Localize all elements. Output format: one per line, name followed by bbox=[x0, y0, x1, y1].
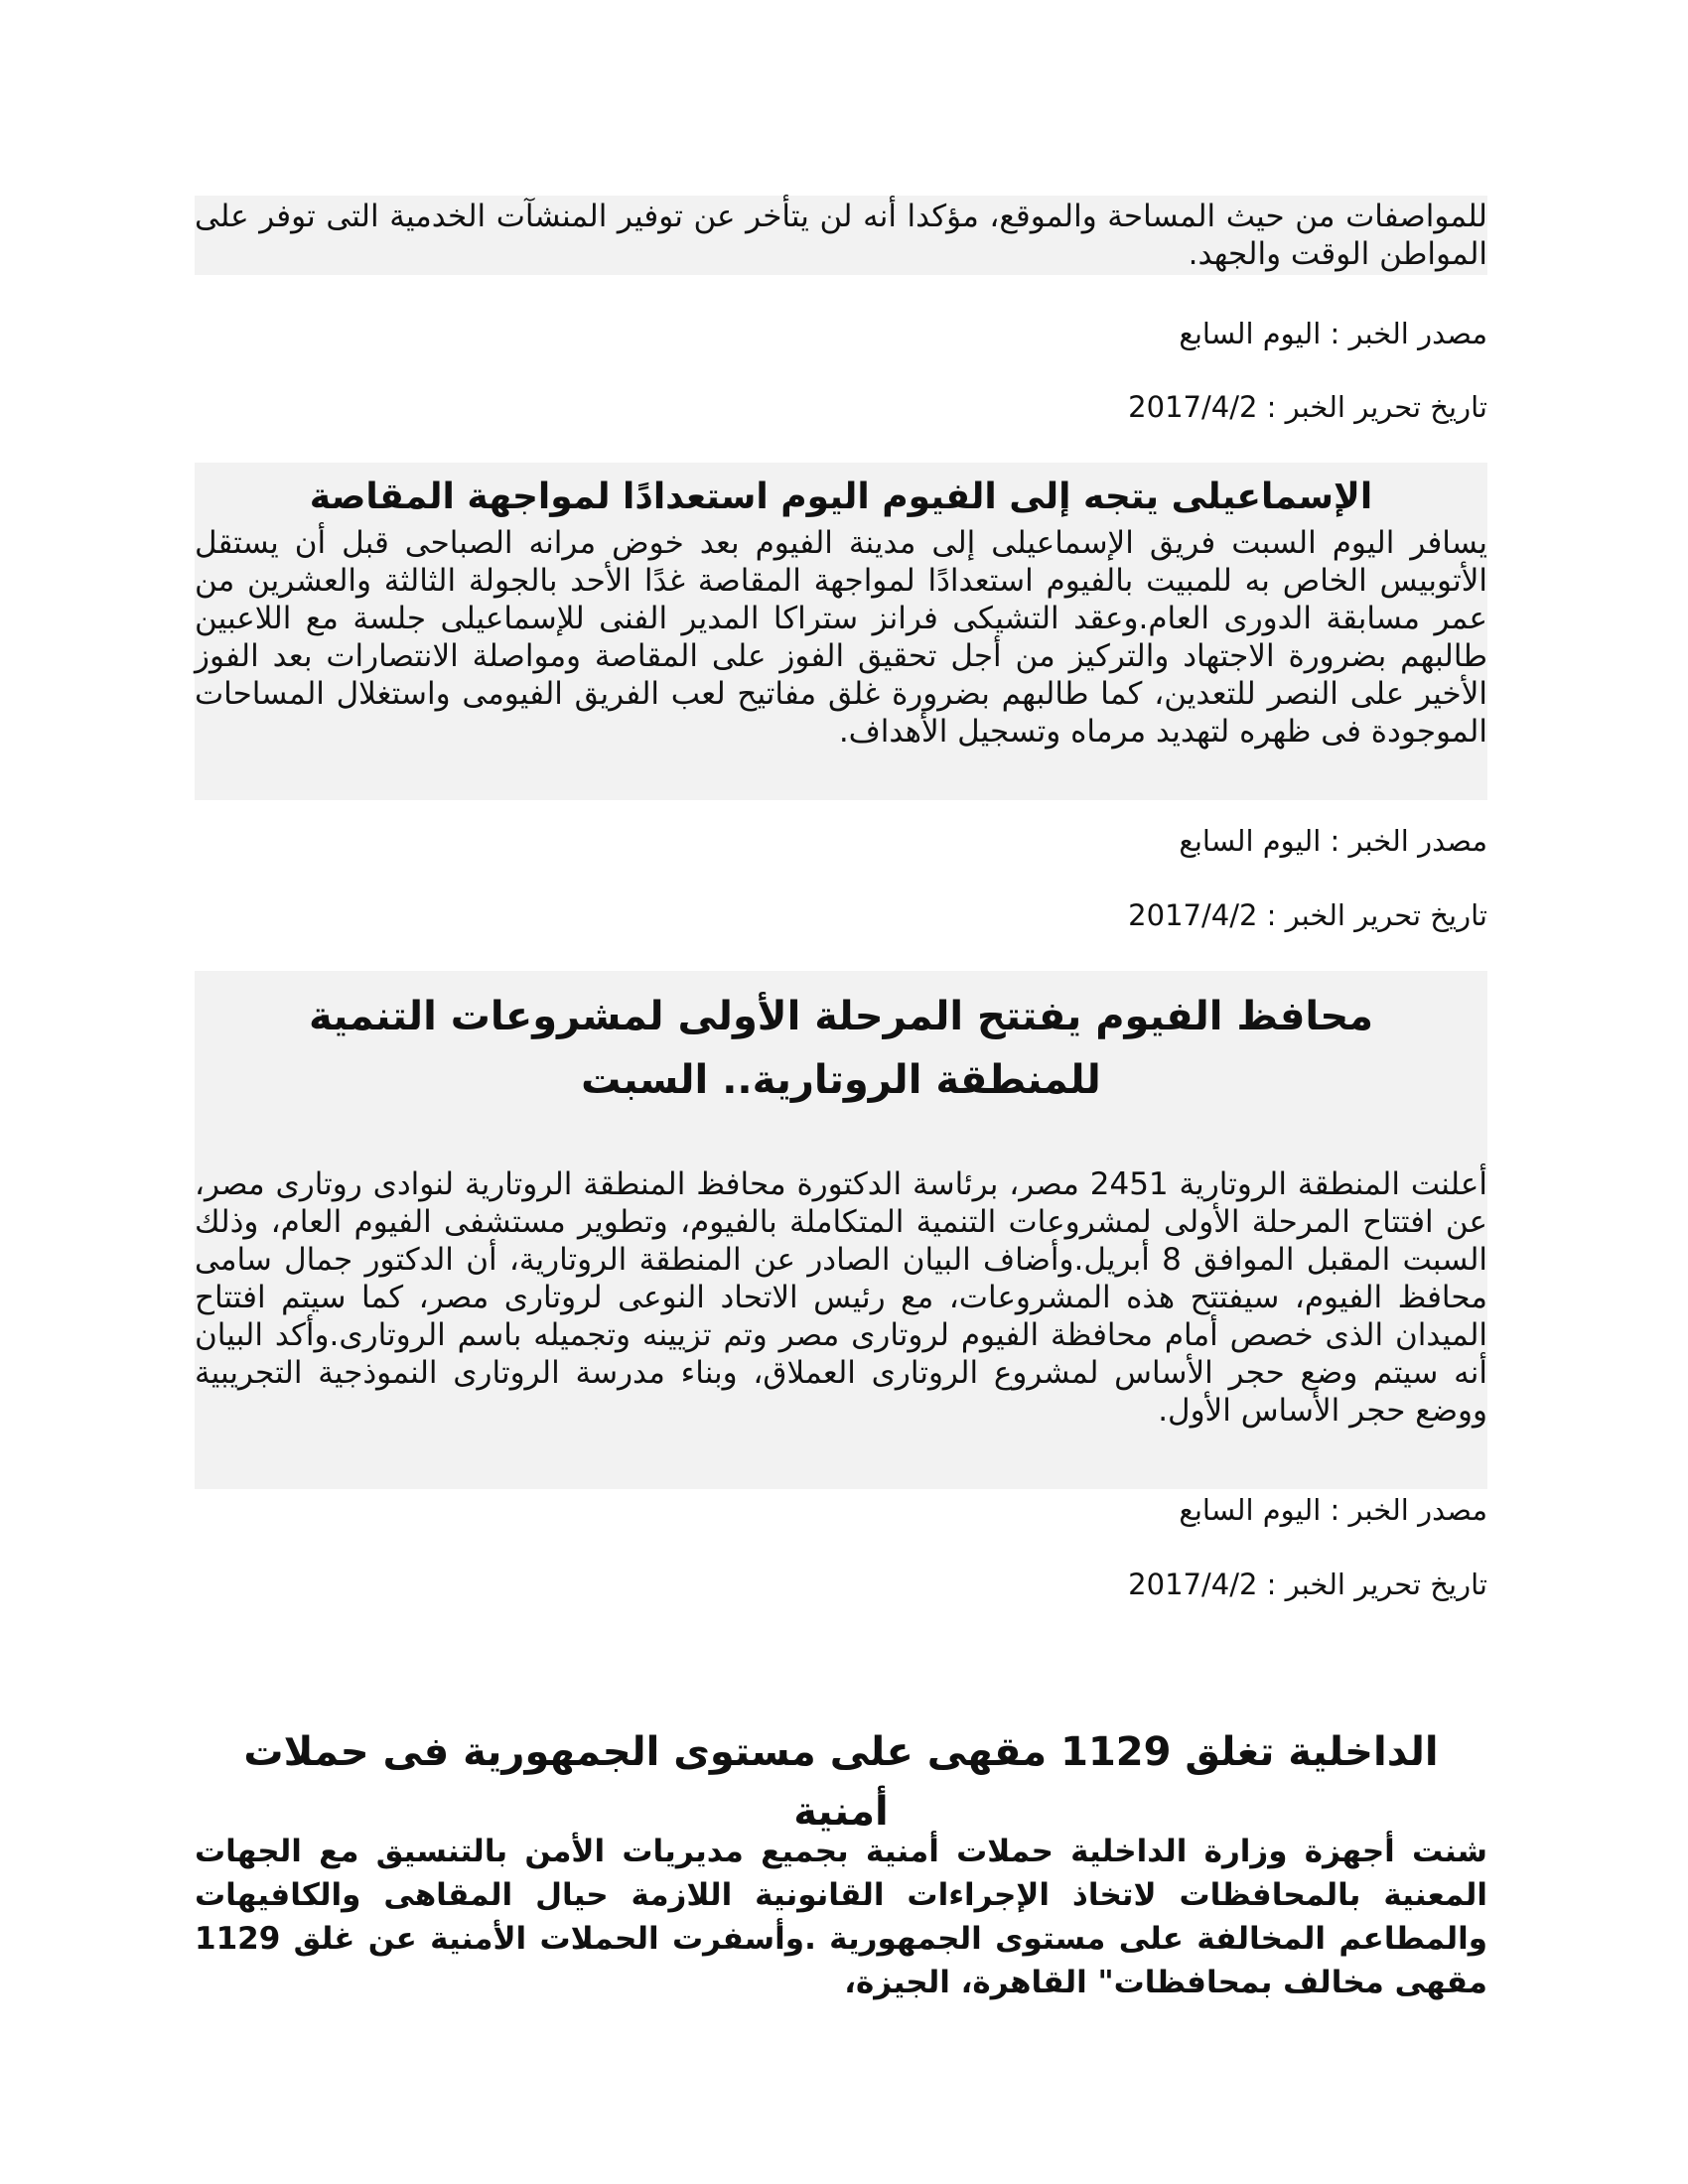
article-title: الداخلية تغلق 1129 مقهى على مستوى الجمهورية فى حملات أمنية bbox=[243, 1729, 1439, 1835]
article-body: شنت أجهزة وزارة الداخلية حملات أمنية بجميع مديريات الأمن بالتنسيق مع الجهات المعنية بالمحافظات لاتخاذ الإجراءات القانونية اللازمة حيال المقاهى والكافيهات والمطاعم المخالفة على مستوى الجمهورية .وأسفرت الحملات الأمنية عن غلق 1129 مقهى مخالف بمحافظات" القاهرة، الجيزة، bbox=[195, 1834, 1487, 2000]
article-title: محافظ الفيوم يفتتح المرحلة الأولى لمشروعات التنمية للمنطقة الروتارية.. السبت bbox=[308, 994, 1374, 1103]
news-source: مصدر الخبر : اليوم السابع bbox=[1179, 1493, 1487, 1527]
news-source: مصدر الخبر : اليوم السابع bbox=[1179, 824, 1487, 858]
document-page bbox=[195, 0, 1487, 2184]
edit-date: تاريخ تحرير الخبر : 2017/4/2 bbox=[1128, 1568, 1487, 1601]
article-body: أعلنت المنطقة الروتارية 2451 مصر، برئاسة الدكتورة محافظ المنطقة الروتارية لنوادى روتارى مصر، عن افتتاح المرحلة الأولى لمشروعات التنمية المتكاملة بالفيوم، وتطوير مستشفى الفيوم العام، وذلك السبت المقبل الموافق 8 أبريل.وأضاف البيان الصادر عن المنطقة الروتارية، أن الدكتور جمال سامى محافظ الفيوم، سيفتتح هذه المشروعات، مع رئيس الاتحاد النوعى لروتارى مصر، كما سيتم افتتاح الميدان الذى خصص أمام محافظة الفيوم لروتارى مصر وتم تزيينه وتجميله باسم الروتارى.وأكد البيان أنه سيتم وضع حجر الأساس لمشروع الروتارى العملاق، وبناء مدرسة الروتارى النموذجية التجريبية ووضع حجر الأساس الأول. bbox=[195, 1166, 1487, 1429]
article-shaded-box bbox=[195, 463, 1487, 800]
article-body: للمواصفات من حيث المساحة والموقع، مؤكدا أنه لن يتأخر عن توفير المنشآت الخدمية التى توفر على المواطن الوقت والجهد. bbox=[195, 196, 1487, 275]
article-title: الإسماعيلى يتجه إلى الفيوم اليوم استعدادًا لمواجهة المقاصة bbox=[309, 477, 1373, 517]
article-body: يسافر اليوم السبت فريق الإسماعيلى إلى مدينة الفيوم بعد خوض مرانه الصباحى قبل أن يستقل الأتوبيس الخاص به للمبيت بالفيوم استعدادًا لمواجهة المقاصة غدًا الأحد بالجولة الثالثة والعشرين من عمر مسابقة الدورى العام.وعقد التشيكى فرانز ستراكا المدير الفنى للإسماعيلى جلسة مع اللاعبين طالبهم بضرورة الاجتهاد والتركيز من أجل تحقيق الفوز على المقاصة ومواصلة الانتصارات بعد الفوز الأخير على النصر للتعدين، كما طالبهم بضرورة غلق مفاتيح لعب الفريق الفيومى واستغلال المساحات الموجودة فى ظهره لتهديد مرماه وتسجيل الأهداف. bbox=[195, 525, 1487, 750]
article-shaded-box bbox=[195, 971, 1487, 1489]
edit-date: تاريخ تحرير الخبر : 2017/4/2 bbox=[1128, 390, 1487, 424]
news-source: مصدر الخبر : اليوم السابع bbox=[1179, 317, 1487, 350]
edit-date: تاريخ تحرير الخبر : 2017/4/2 bbox=[1128, 898, 1487, 932]
